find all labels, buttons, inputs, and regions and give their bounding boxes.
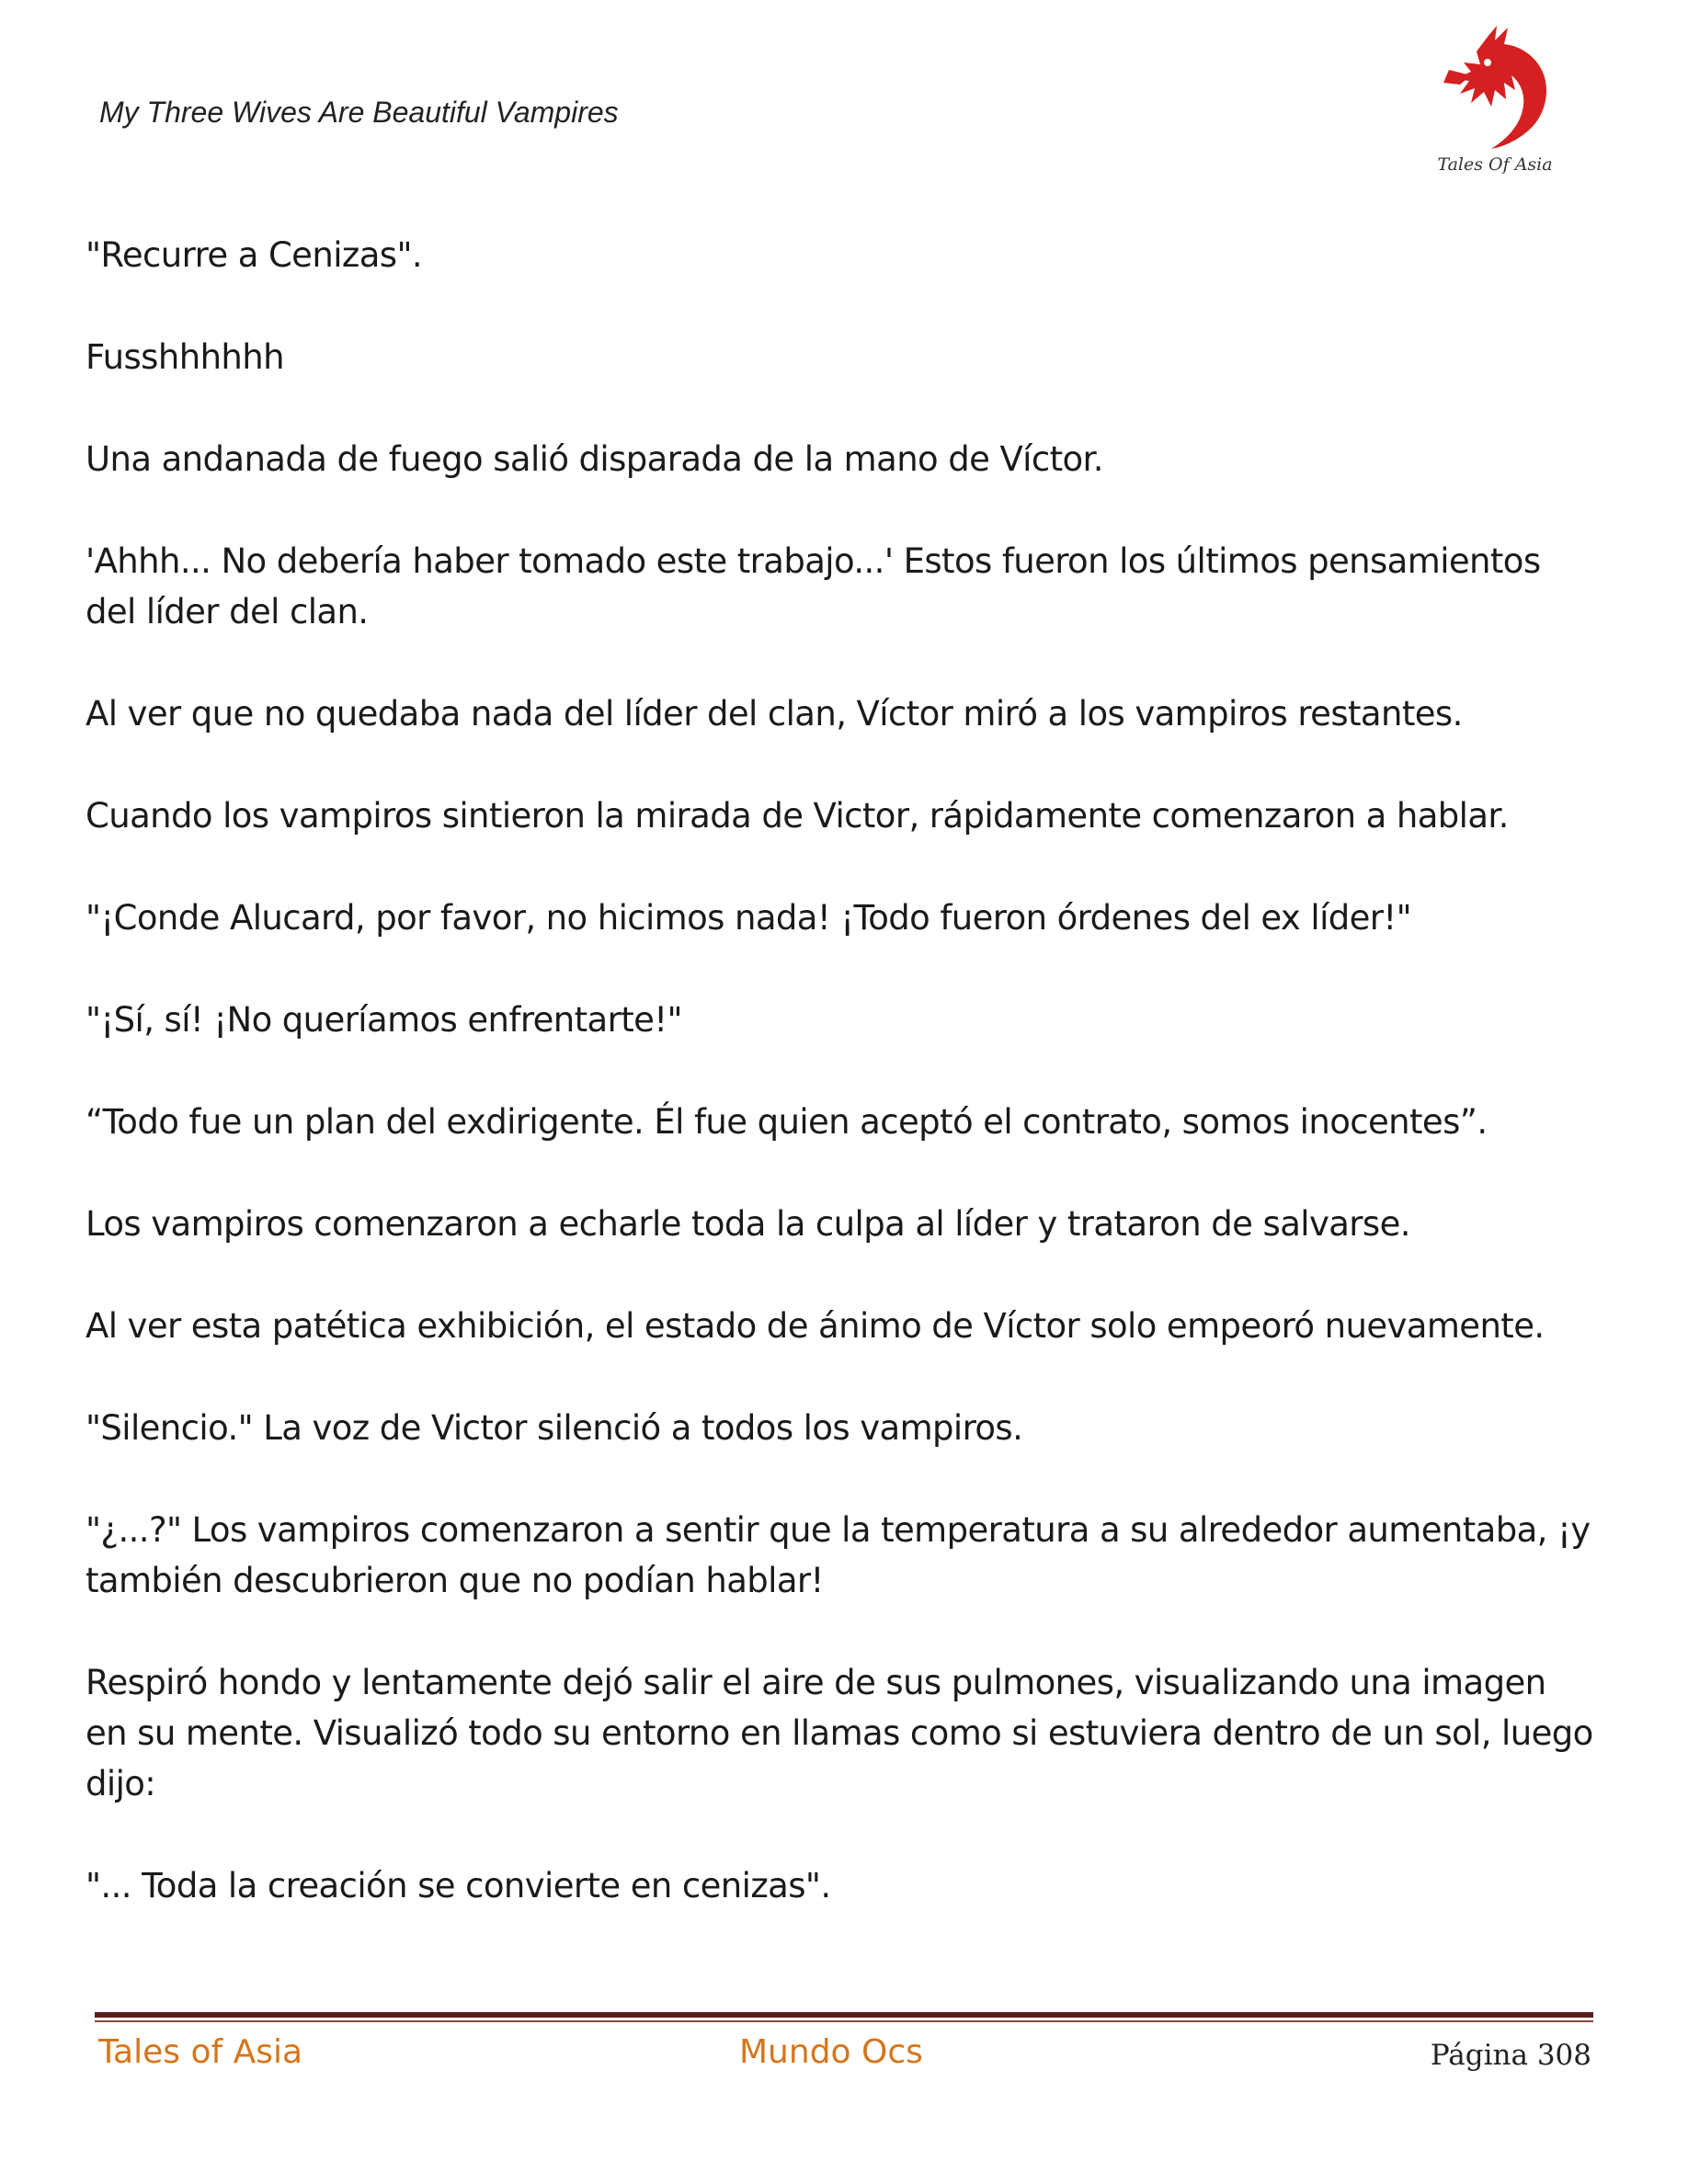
paragraph: "¿...?" Los vampiros comenzaron a sentir que la temperatura a su alrededor aumentaba, ¡y también descubrieron que no podían hablar! xyxy=(86,1510,1591,1600)
paragraph: "Silencio." La voz de Victor silenció a todos los vampiros. xyxy=(86,1408,1023,1448)
paragraph: "Recurre a Cenizas". xyxy=(86,235,423,275)
paragraph: Una andanada de fuego salió disparada de la mano de Víctor. xyxy=(86,439,1103,479)
paragraph: "¡Conde Alucard, por favor, no hicimos nada! ¡Todo fueron órdenes del ex líder!" xyxy=(86,898,1412,938)
dragon-jaw xyxy=(1443,70,1471,85)
footer-section-name: Mundo Ocs xyxy=(739,2033,923,2071)
paragraph: Cuando los vampiros sintieron la mirada de Victor, rápidamente comenzaron a hablar. xyxy=(86,796,1509,836)
dragon-eye xyxy=(1484,59,1491,66)
paragraph: Los vampiros comenzaron a echarle toda la culpa al líder y trataron de salvarse. xyxy=(86,1204,1410,1244)
paragraph: 'Ahhh... No debería haber tomado este trabajo...' Estos fueron los últimos pensamientos del líder del clan. xyxy=(86,541,1541,631)
footer-site-name: Tales of Asia xyxy=(98,2033,303,2071)
page-number: Página 308 xyxy=(1430,2039,1591,2072)
paragraph: "¡Sí, sí! ¡No queríamos enfrentarte!" xyxy=(86,1000,682,1040)
book-title: My Three Wives Are Beautiful Vampires xyxy=(99,96,619,129)
footer-rule xyxy=(95,2012,1593,2018)
paragraph: “Todo fue un plan del exdirigente. Él fue quien aceptó el contrato, somos inocentes”. xyxy=(86,1102,1488,1142)
logo-text: Tales Of Asia xyxy=(1437,154,1553,175)
paragraph: Al ver esta patética exhibición, el estado de ánimo de Víctor solo empeoró nuevamente. xyxy=(86,1306,1545,1346)
chapter-body xyxy=(86,230,1593,1962)
footer-rule-thin xyxy=(95,2020,1593,2022)
paragraph: Respiró hondo y lentamente dejó salir el aire de sus pulmones, visualizando una imagen en su mente. Visualizó todo su entorno en llamas como si estuviera dentro de un sol, luego dijo: xyxy=(86,1663,1593,1803)
dragon-head xyxy=(1454,26,1546,149)
paragraph: Al ver que no quedaba nada del líder del clan, Víctor miró a los vampiros restantes. xyxy=(86,694,1463,734)
paragraph: "... Toda la creación se convierte en cenizas". xyxy=(86,1866,831,1905)
paragraph: Fusshhhhhh xyxy=(86,337,284,377)
